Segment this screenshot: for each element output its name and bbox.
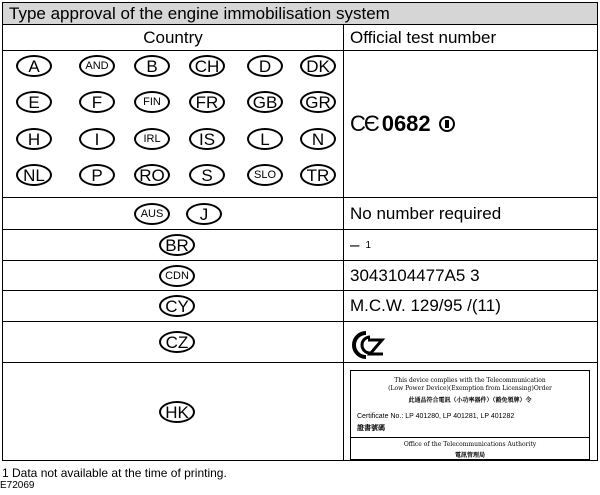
table-row [3, 230, 597, 261]
country-cell [3, 198, 344, 229]
official-header: Official test number [344, 25, 597, 51]
country-oval: FIN [134, 91, 170, 113]
table-title: Type approval of the engine immobilisation system [3, 3, 597, 25]
table-row [3, 198, 597, 230]
country-oval: L [247, 128, 283, 150]
hk-label-line: This device complies with the Telecommunication [394, 377, 546, 384]
document-code: E72069 [0, 480, 35, 491]
country-oval: AND [79, 55, 115, 77]
country-oval: F [79, 91, 115, 113]
country-oval: IS [189, 128, 225, 150]
country-oval: GB [247, 91, 283, 113]
country-oval: IRL [134, 128, 170, 150]
country-oval: HK [159, 401, 195, 423]
country-oval: E [16, 91, 52, 113]
country-oval: S [189, 164, 225, 186]
country-cell [3, 230, 344, 260]
country-oval: BR [159, 234, 195, 256]
ce-cell [344, 51, 597, 197]
country-oval: RO [134, 164, 170, 186]
country-oval: SLO [247, 164, 283, 186]
official-cell [344, 363, 597, 460]
official-dash: – [350, 235, 360, 254]
country-oval: A [16, 55, 52, 77]
ce-mark-icon: CЄ [350, 111, 378, 136]
country-grid [3, 51, 344, 197]
country-oval: N [300, 128, 336, 150]
country-oval: P [79, 164, 115, 186]
table-row-eu [3, 51, 597, 198]
country-oval: CDN [159, 265, 195, 287]
country-oval: GR [300, 91, 336, 113]
table-row [3, 363, 597, 460]
country-oval: CZ [159, 331, 195, 353]
alert-icon [439, 116, 455, 132]
hk-divider [351, 437, 589, 438]
country-oval: I [79, 128, 115, 150]
ce-number: 0682 [381, 111, 431, 136]
footnote-ref: 1 [365, 239, 372, 251]
official-cell [344, 322, 597, 362]
hk-label-line: 此通品符合電訊（小功率器件）（豁免領牌）令 [408, 397, 532, 404]
official-cell: 3043104477A5 3 [350, 265, 480, 285]
table-row [3, 291, 597, 322]
footnote: 1 Data not available at the time of printing. [2, 466, 227, 480]
country-oval: DK [300, 55, 336, 77]
hk-cert-number: Certificate No.: LP 401280, LP 401281, LP 401282 [357, 413, 515, 420]
country-oval: AUS [134, 203, 170, 225]
hk-approval-label [350, 370, 590, 460]
hk-authority: Office of the Telecommunications Authority [403, 441, 537, 448]
country-oval: CY [159, 295, 195, 317]
official-cell [344, 230, 597, 260]
official-cell: No number required [350, 203, 502, 223]
country-cell [3, 291, 344, 321]
country-oval: D [247, 55, 283, 77]
hk-authority-cn: 電訊管理局 [454, 452, 485, 459]
official-cell: M.C.W. 129/95 /(11) [350, 296, 501, 315]
country-cell [3, 363, 344, 460]
country-oval: H [16, 128, 52, 150]
cz-approval-logo-icon [352, 330, 386, 360]
country-cell [3, 322, 344, 362]
approval-table [2, 2, 598, 461]
country-oval: J [186, 203, 222, 225]
country-oval: FR [189, 91, 225, 113]
hk-cert-cn: 證書號碼 [357, 425, 385, 432]
country-header: Country [3, 25, 344, 51]
table-row [3, 261, 597, 291]
country-oval: NL [16, 164, 52, 186]
country-cell [3, 261, 344, 290]
hk-label-line: (Low Power Device)(Exemption from Licensing)Order [388, 385, 552, 392]
country-oval: CH [189, 55, 225, 77]
country-oval: TR [300, 164, 336, 186]
table-row [3, 322, 597, 363]
country-oval: B [134, 55, 170, 77]
